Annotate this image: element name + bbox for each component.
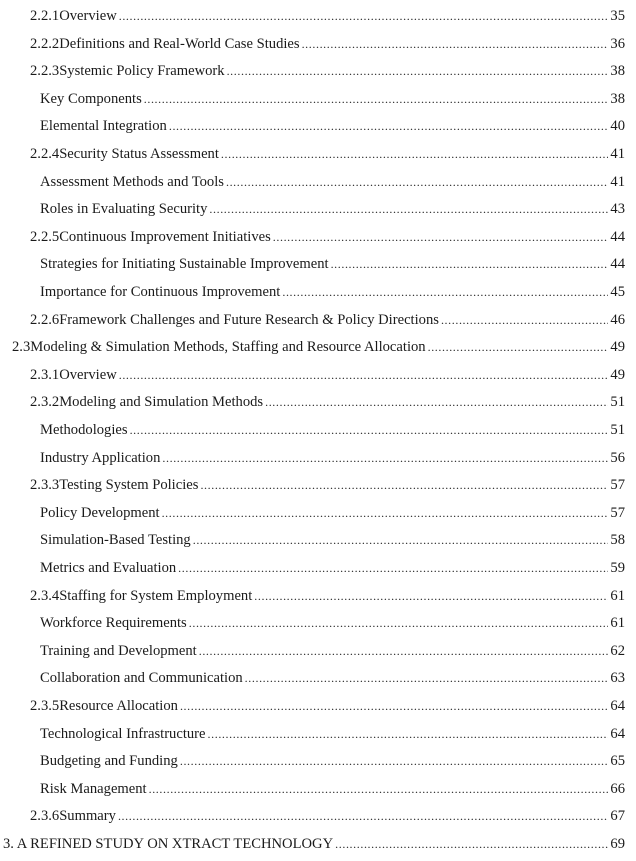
toc-entry-page-number[interactable]: 49: [610, 366, 625, 383]
dot-leader: [282, 282, 608, 302]
toc-entry-page-number[interactable]: 67: [610, 808, 625, 825]
toc-entry-title[interactable]: Collaboration and Communication: [40, 670, 243, 687]
toc-entry[interactable]: [30, 475, 625, 495]
toc-entry-title[interactable]: Modeling and Simulation Methods: [59, 394, 264, 411]
toc-entry[interactable]: [40, 89, 625, 109]
dot-leader: [226, 172, 608, 192]
dot-leader: [118, 806, 608, 826]
toc-entry-page-number[interactable]: 69: [610, 836, 625, 852]
toc-entry[interactable]: [40, 558, 625, 578]
toc-entry-page-number[interactable]: 58: [610, 532, 625, 549]
toc-entry-number: 2.3.5: [30, 698, 60, 714]
dot-leader: [441, 310, 608, 330]
toc-entry-title[interactable]: Policy Development: [40, 504, 160, 521]
toc-entry-number: 2.3.4: [30, 587, 60, 604]
dot-leader: [428, 337, 609, 357]
toc-entry-page-number[interactable]: 57: [610, 477, 625, 494]
dot-leader: [149, 779, 609, 799]
toc-entry-page-number[interactable]: 40: [610, 118, 625, 135]
toc-entry-page-number[interactable]: 64: [610, 725, 625, 742]
toc-entry-page-number[interactable]: 56: [610, 449, 625, 466]
toc-entry-page-number[interactable]: 65: [610, 753, 625, 770]
toc-entry[interactable]: [40, 116, 625, 136]
toc-entry-title[interactable]: Risk Management: [40, 780, 147, 797]
toc-entry-page-number[interactable]: 61: [610, 587, 625, 604]
toc-entry-title[interactable]: Budgeting and Funding: [40, 753, 178, 770]
toc-entry-page-number[interactable]: 44: [610, 228, 625, 245]
dot-leader: [208, 724, 609, 744]
toc-entry[interactable]: [40, 199, 625, 219]
toc-entry-page-number[interactable]: 66: [610, 780, 625, 797]
toc-entry-page-number[interactable]: 62: [610, 642, 625, 659]
toc-entry[interactable]: [40, 641, 625, 661]
toc-entry-number: 2.3.3: [30, 477, 60, 494]
toc-entry-page-number[interactable]: 46: [610, 311, 625, 328]
toc-entry-page-number[interactable]: 41: [610, 173, 625, 190]
toc-entry-title[interactable]: Security Status Assessment: [59, 146, 219, 162]
dot-leader: [130, 420, 609, 440]
toc-entry-title[interactable]: Elemental Integration: [40, 118, 167, 135]
toc-entry-number: 2.3.6: [30, 808, 60, 825]
toc-entry-title[interactable]: Testing System Policies: [59, 477, 199, 494]
toc-entry-page-number[interactable]: 45: [610, 284, 625, 300]
toc-entry-number: 2.3.2: [30, 394, 60, 411]
toc-entry-number: 2.2.3: [30, 63, 60, 80]
toc-entry-title[interactable]: Summary: [59, 808, 116, 825]
toc-entry-page-number[interactable]: 44: [610, 256, 625, 273]
toc-entry-title[interactable]: Workforce Requirements: [40, 615, 187, 632]
toc-entry-title[interactable]: Training and Development: [40, 642, 197, 659]
dot-leader: [180, 751, 609, 771]
toc-entry-page-number[interactable]: 61: [610, 615, 625, 632]
toc-entry[interactable]: [30, 365, 625, 385]
toc-entry-title[interactable]: 3. A REFINED STUDY ON XTRACT TECHNOLOGY: [3, 836, 334, 852]
toc-entry-page-number[interactable]: 64: [610, 698, 625, 714]
toc-entry-title[interactable]: Methodologies: [40, 422, 128, 438]
toc-entry-page-number[interactable]: 36: [610, 35, 625, 52]
toc-entry[interactable]: [30, 586, 625, 606]
toc-entry-title[interactable]: Resource Allocation: [59, 698, 178, 714]
toc-entry-number: 2.2.2: [30, 35, 60, 52]
toc-entry[interactable]: [40, 613, 625, 633]
dot-leader: [273, 227, 609, 247]
dot-leader: [245, 668, 609, 688]
toc-entry-page-number[interactable]: 57: [610, 504, 625, 521]
toc-entry[interactable]: [40, 724, 625, 744]
dot-leader: [144, 89, 609, 109]
toc-entry-title[interactable]: Systemic Policy Framework: [59, 63, 225, 80]
dot-leader: [331, 254, 609, 274]
toc-entry-title[interactable]: Metrics and Evaluation: [40, 560, 177, 576]
toc-entry-page-number[interactable]: 43: [610, 201, 625, 218]
toc-entry-title[interactable]: Simulation-Based Testing: [40, 532, 191, 549]
dot-leader: [209, 199, 608, 219]
toc-entry-number: 2.2.5: [30, 228, 60, 245]
toc-entry-page-number[interactable]: 38: [610, 63, 625, 80]
toc-entry[interactable]: [40, 751, 625, 771]
dot-leader: [302, 34, 609, 54]
dot-leader: [119, 365, 609, 385]
dot-leader: [335, 834, 608, 854]
toc-entry-number: 2.2.4: [30, 146, 60, 162]
toc-entry-title[interactable]: Framework Challenges and Future Research & Policy Directions: [59, 311, 439, 328]
toc-entry[interactable]: [40, 254, 625, 274]
dot-leader: [189, 613, 609, 633]
dot-leader: [178, 558, 608, 578]
toc-entry-title[interactable]: Overview: [59, 8, 117, 24]
dot-leader: [199, 641, 609, 661]
toc-entry-number: 2.3.1: [30, 366, 60, 383]
toc-entry-title[interactable]: Importance for Continuous Improvement: [40, 284, 281, 300]
toc-entry[interactable]: [40, 420, 625, 440]
toc-entry-number: 2.2.1: [30, 8, 60, 24]
dot-leader: [200, 475, 608, 495]
toc-entry-title[interactable]: Roles in Evaluating Security: [40, 201, 208, 218]
toc-entry[interactable]: [40, 282, 625, 302]
toc-entry-number: 2.2.6: [30, 311, 60, 328]
toc-entry[interactable]: [30, 806, 625, 826]
toc-entry[interactable]: [30, 392, 625, 412]
dot-leader: [162, 448, 608, 468]
toc-entry-title[interactable]: Modeling & Simulation Methods, Staffing and Resource Allocation: [30, 339, 426, 356]
toc-entry-page-number[interactable]: 63: [610, 670, 625, 687]
toc-entry-title[interactable]: Staffing for System Employment: [59, 587, 253, 604]
toc-entry-title[interactable]: Overview: [59, 366, 117, 383]
toc-entry-title[interactable]: Assessment Methods and Tools: [40, 173, 224, 190]
dot-leader: [227, 61, 609, 81]
toc-entry-page-number[interactable]: 49: [610, 339, 625, 356]
toc-entry[interactable]: [30, 34, 625, 54]
toc-entry[interactable]: [30, 144, 625, 164]
toc-entry-page-number[interactable]: 35: [610, 8, 625, 24]
toc-entry-page-number[interactable]: 51: [610, 394, 625, 411]
dot-leader: [221, 144, 609, 164]
toc-entry[interactable]: [40, 448, 625, 468]
toc-entry[interactable]: [40, 530, 625, 550]
toc-entry-page-number[interactable]: 41: [610, 146, 625, 162]
toc-entry[interactable]: [40, 668, 625, 688]
toc-entry[interactable]: [30, 696, 625, 716]
toc-entry[interactable]: [30, 61, 625, 81]
toc-entry-title[interactable]: Industry Application: [40, 449, 161, 466]
toc-entry[interactable]: [30, 310, 625, 330]
toc-entry-title[interactable]: Key Components: [40, 90, 142, 107]
toc-entry-title[interactable]: Technological Infrastructure: [40, 725, 206, 742]
dot-leader: [193, 530, 609, 550]
toc-entry-title[interactable]: Definitions and Real-World Case Studies: [59, 35, 300, 52]
toc-entry-title[interactable]: Strategies for Initiating Sustainable Improvement: [40, 256, 329, 273]
toc-entry[interactable]: [40, 503, 625, 523]
toc-entry[interactable]: [30, 227, 625, 247]
dot-leader: [265, 392, 608, 412]
toc-entry[interactable]: [12, 337, 625, 357]
dot-leader: [180, 696, 608, 716]
dot-leader: [169, 116, 609, 136]
toc-entry-number: 2.3: [12, 339, 31, 356]
toc-entry-page-number[interactable]: 59: [610, 560, 625, 576]
toc-entry[interactable]: [30, 6, 625, 26]
toc-entry-page-number[interactable]: 51: [610, 422, 625, 438]
toc-entry[interactable]: [40, 172, 625, 192]
toc-entry[interactable]: [40, 779, 625, 799]
dot-leader: [119, 6, 609, 26]
dot-leader: [254, 586, 608, 606]
dot-leader: [162, 503, 609, 523]
toc-entry-title[interactable]: Continuous Improvement Initiatives: [59, 228, 271, 245]
toc-entry-page-number[interactable]: 38: [610, 90, 625, 107]
toc-entry[interactable]: [3, 834, 625, 854]
